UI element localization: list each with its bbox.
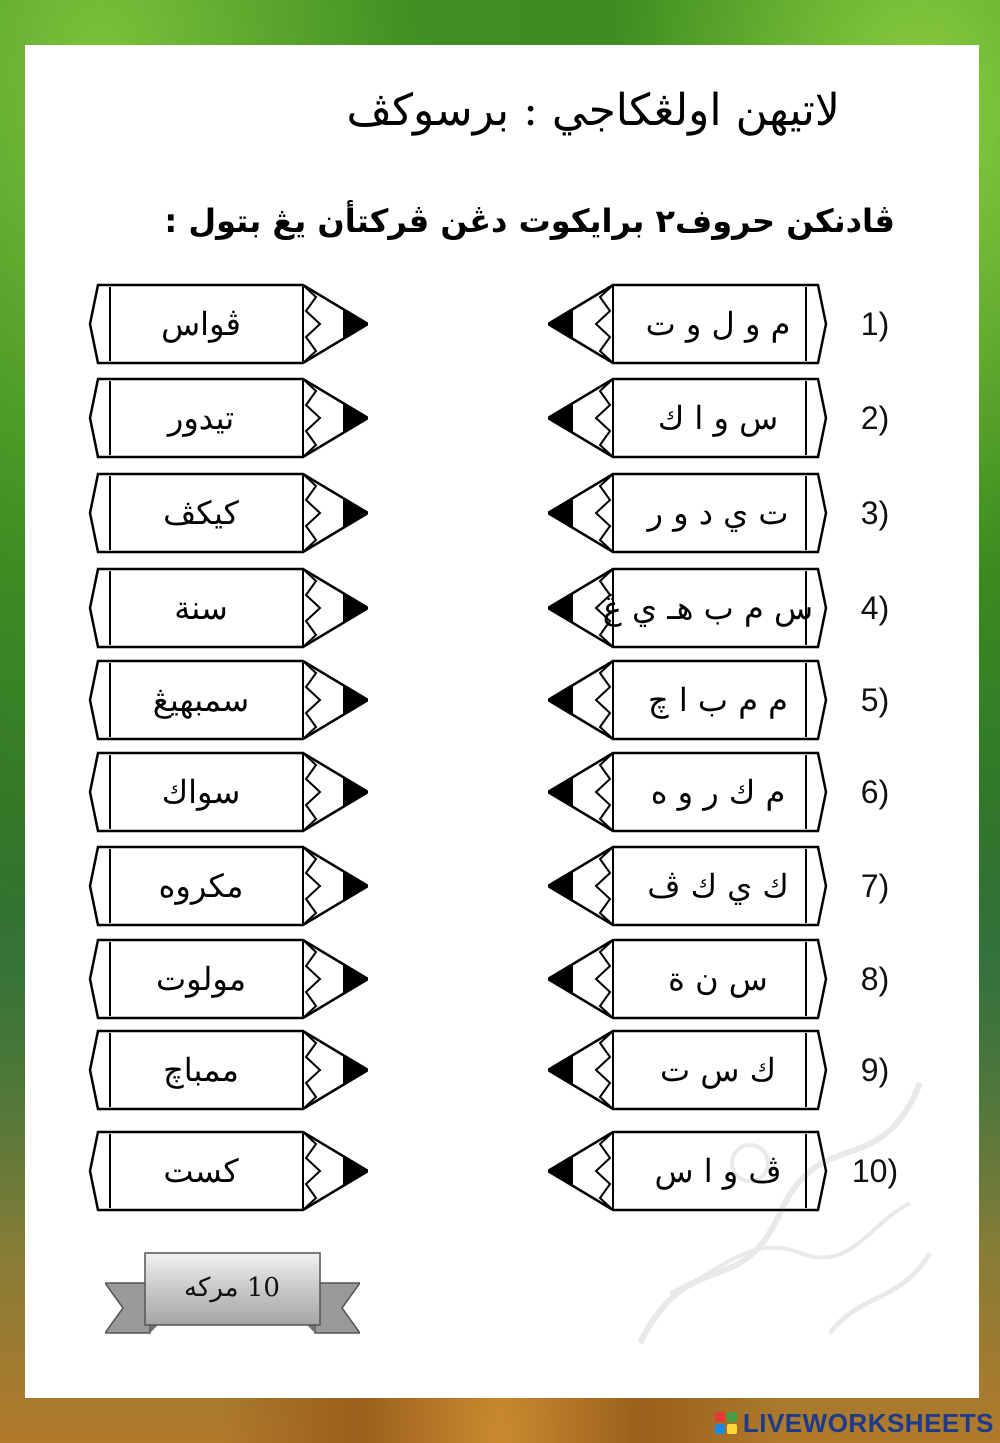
score-label: 10 مركه xyxy=(184,1273,280,1303)
answer-pencil[interactable] xyxy=(88,1029,368,1111)
matching-row xyxy=(0,659,1000,741)
worksheet-title: لاتيهن اولڠكاجي : برسوكڤ xyxy=(346,85,840,136)
question-number: 10) xyxy=(851,1153,899,1189)
scrambled-pencil[interactable] xyxy=(548,472,828,554)
question-number: 1) xyxy=(860,306,890,342)
question-number: 2) xyxy=(860,400,890,436)
question-number: 9) xyxy=(860,1052,890,1088)
question-number: 6) xyxy=(860,774,890,810)
answer-pencil[interactable] xyxy=(88,472,368,554)
question-number: 4) xyxy=(860,590,890,626)
scrambled-letters: س و ا ك xyxy=(657,399,779,437)
scrambled-pencil[interactable] xyxy=(548,751,828,833)
answer-word: مكروه xyxy=(158,867,244,905)
score-ribbon xyxy=(105,1245,360,1340)
answer-word: سواك xyxy=(161,773,241,811)
matching-row xyxy=(0,377,1000,459)
question-number: 3) xyxy=(860,495,890,531)
answer-pencil[interactable] xyxy=(88,659,368,741)
matching-row xyxy=(0,845,1000,927)
liveworksheets-logo[interactable] xyxy=(715,1408,994,1438)
answer-pencil[interactable] xyxy=(88,377,368,459)
scrambled-pencil[interactable] xyxy=(548,377,828,459)
answer-word: ممباچ xyxy=(163,1051,239,1089)
instruction-text: ڤادنكن حروف٢ برايكوت دڠن ڤركتأن يڠ بتول : xyxy=(164,202,895,240)
matching-row xyxy=(0,567,1000,649)
answer-pencil[interactable] xyxy=(88,1130,368,1212)
answer-word: سنة xyxy=(174,589,228,627)
scrambled-pencil[interactable] xyxy=(548,938,828,1020)
scrambled-pencil[interactable] xyxy=(548,659,828,741)
liveworksheets-brand: LIVEWORKSHEETS xyxy=(742,1407,994,1438)
scrambled-letters: ك ي ك ڤ xyxy=(647,867,789,905)
scrambled-pencil[interactable] xyxy=(548,283,828,365)
matching-row xyxy=(0,283,1000,365)
scrambled-letters: م و ل و ت xyxy=(645,305,791,343)
matching-row xyxy=(0,472,1000,554)
question-number: 7) xyxy=(860,868,890,904)
scrambled-letters: ك س ت xyxy=(660,1051,776,1089)
scrambled-letters: س ن ة xyxy=(668,960,768,998)
scrambled-letters: م ك ر و ه xyxy=(650,773,786,811)
scrambled-letters: ڤ و ا س xyxy=(654,1152,782,1190)
question-number: 8) xyxy=(860,961,890,997)
answer-pencil[interactable] xyxy=(88,283,368,365)
question-number: 5) xyxy=(860,682,890,718)
answer-pencil[interactable] xyxy=(88,751,368,833)
answer-pencil[interactable] xyxy=(88,938,368,1020)
answer-word: ڤواس xyxy=(161,305,241,343)
scrambled-letters: ت ي د و ر xyxy=(647,494,789,532)
matching-row xyxy=(0,938,1000,1020)
answer-word: كيكڤ xyxy=(163,494,239,532)
answer-pencil[interactable] xyxy=(88,567,368,649)
scrambled-letters: م م ب ا چ xyxy=(648,681,788,719)
answer-pencil[interactable] xyxy=(88,845,368,927)
watermark-calligraphy xyxy=(600,1043,960,1373)
scrambled-letters: س م ب هـ ي ڠ xyxy=(602,589,813,627)
scrambled-pencil[interactable] xyxy=(548,567,828,649)
liveworksheets-mark-icon xyxy=(715,1412,737,1434)
answer-word: سمبهيڠ xyxy=(152,681,250,719)
answer-word: تيدور xyxy=(167,399,235,437)
matching-row xyxy=(0,751,1000,833)
scrambled-pencil[interactable] xyxy=(548,845,828,927)
answer-word: كست xyxy=(163,1152,239,1190)
answer-word: مولوت xyxy=(155,960,247,998)
